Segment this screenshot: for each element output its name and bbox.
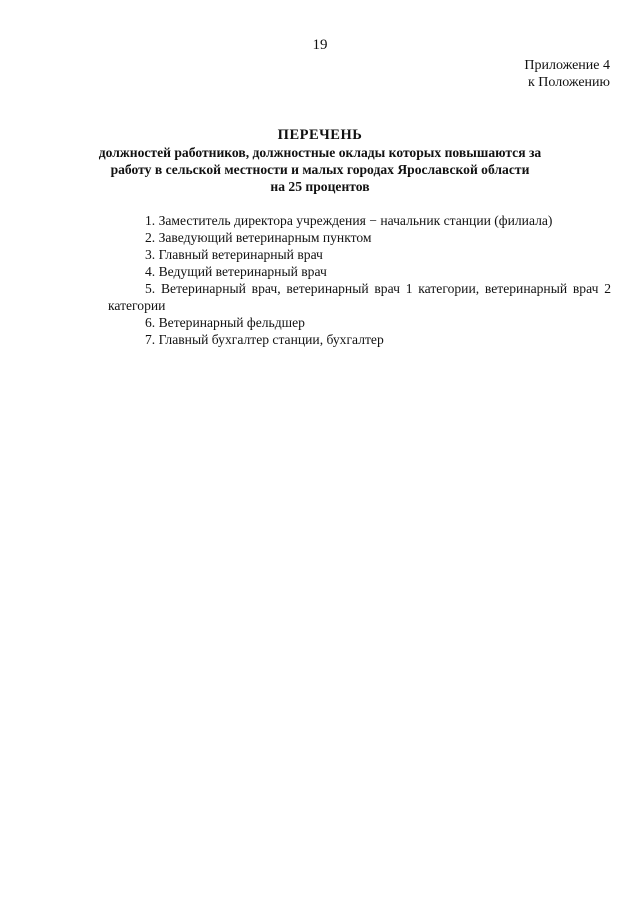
- document-title: ПЕРЕЧЕНЬ: [277, 127, 363, 143]
- list-item: 5. Ветеринарный врач, ветеринарный врач 1 категории, ветеринарный врач 2 категории: [108, 281, 611, 313]
- document-subtitle: [60, 144, 580, 195]
- list-item: 7. Главный бухгалтер станции, бухгалтер: [145, 332, 384, 347]
- appendix-reference: [524, 57, 610, 91]
- list-item: 2. Заведующий ветеринарным пунктом: [145, 230, 372, 245]
- document-heading: [0, 127, 640, 195]
- subtitle-line-2: работу в сельской местности и малых городах Ярославской области: [110, 162, 530, 177]
- list-item: 3. Главный ветеринарный врач: [145, 247, 323, 262]
- list-item: 1. Заместитель директора учреждения − начальник станции (филиала): [145, 213, 553, 228]
- positions-list: [108, 212, 611, 348]
- appendix-line-1: Приложение 4: [524, 58, 610, 73]
- list-item: 6. Ветеринарный фельдшер: [145, 315, 305, 330]
- subtitle-line-3: на 25 процентов: [270, 179, 370, 194]
- page-number: 19: [312, 37, 328, 53]
- appendix-line-2: к Положению: [527, 75, 610, 90]
- list-item: 4. Ведущий ветеринарный врач: [145, 264, 327, 279]
- subtitle-line-1: должностей работников, должностные оклады которых повышаются за: [98, 145, 542, 160]
